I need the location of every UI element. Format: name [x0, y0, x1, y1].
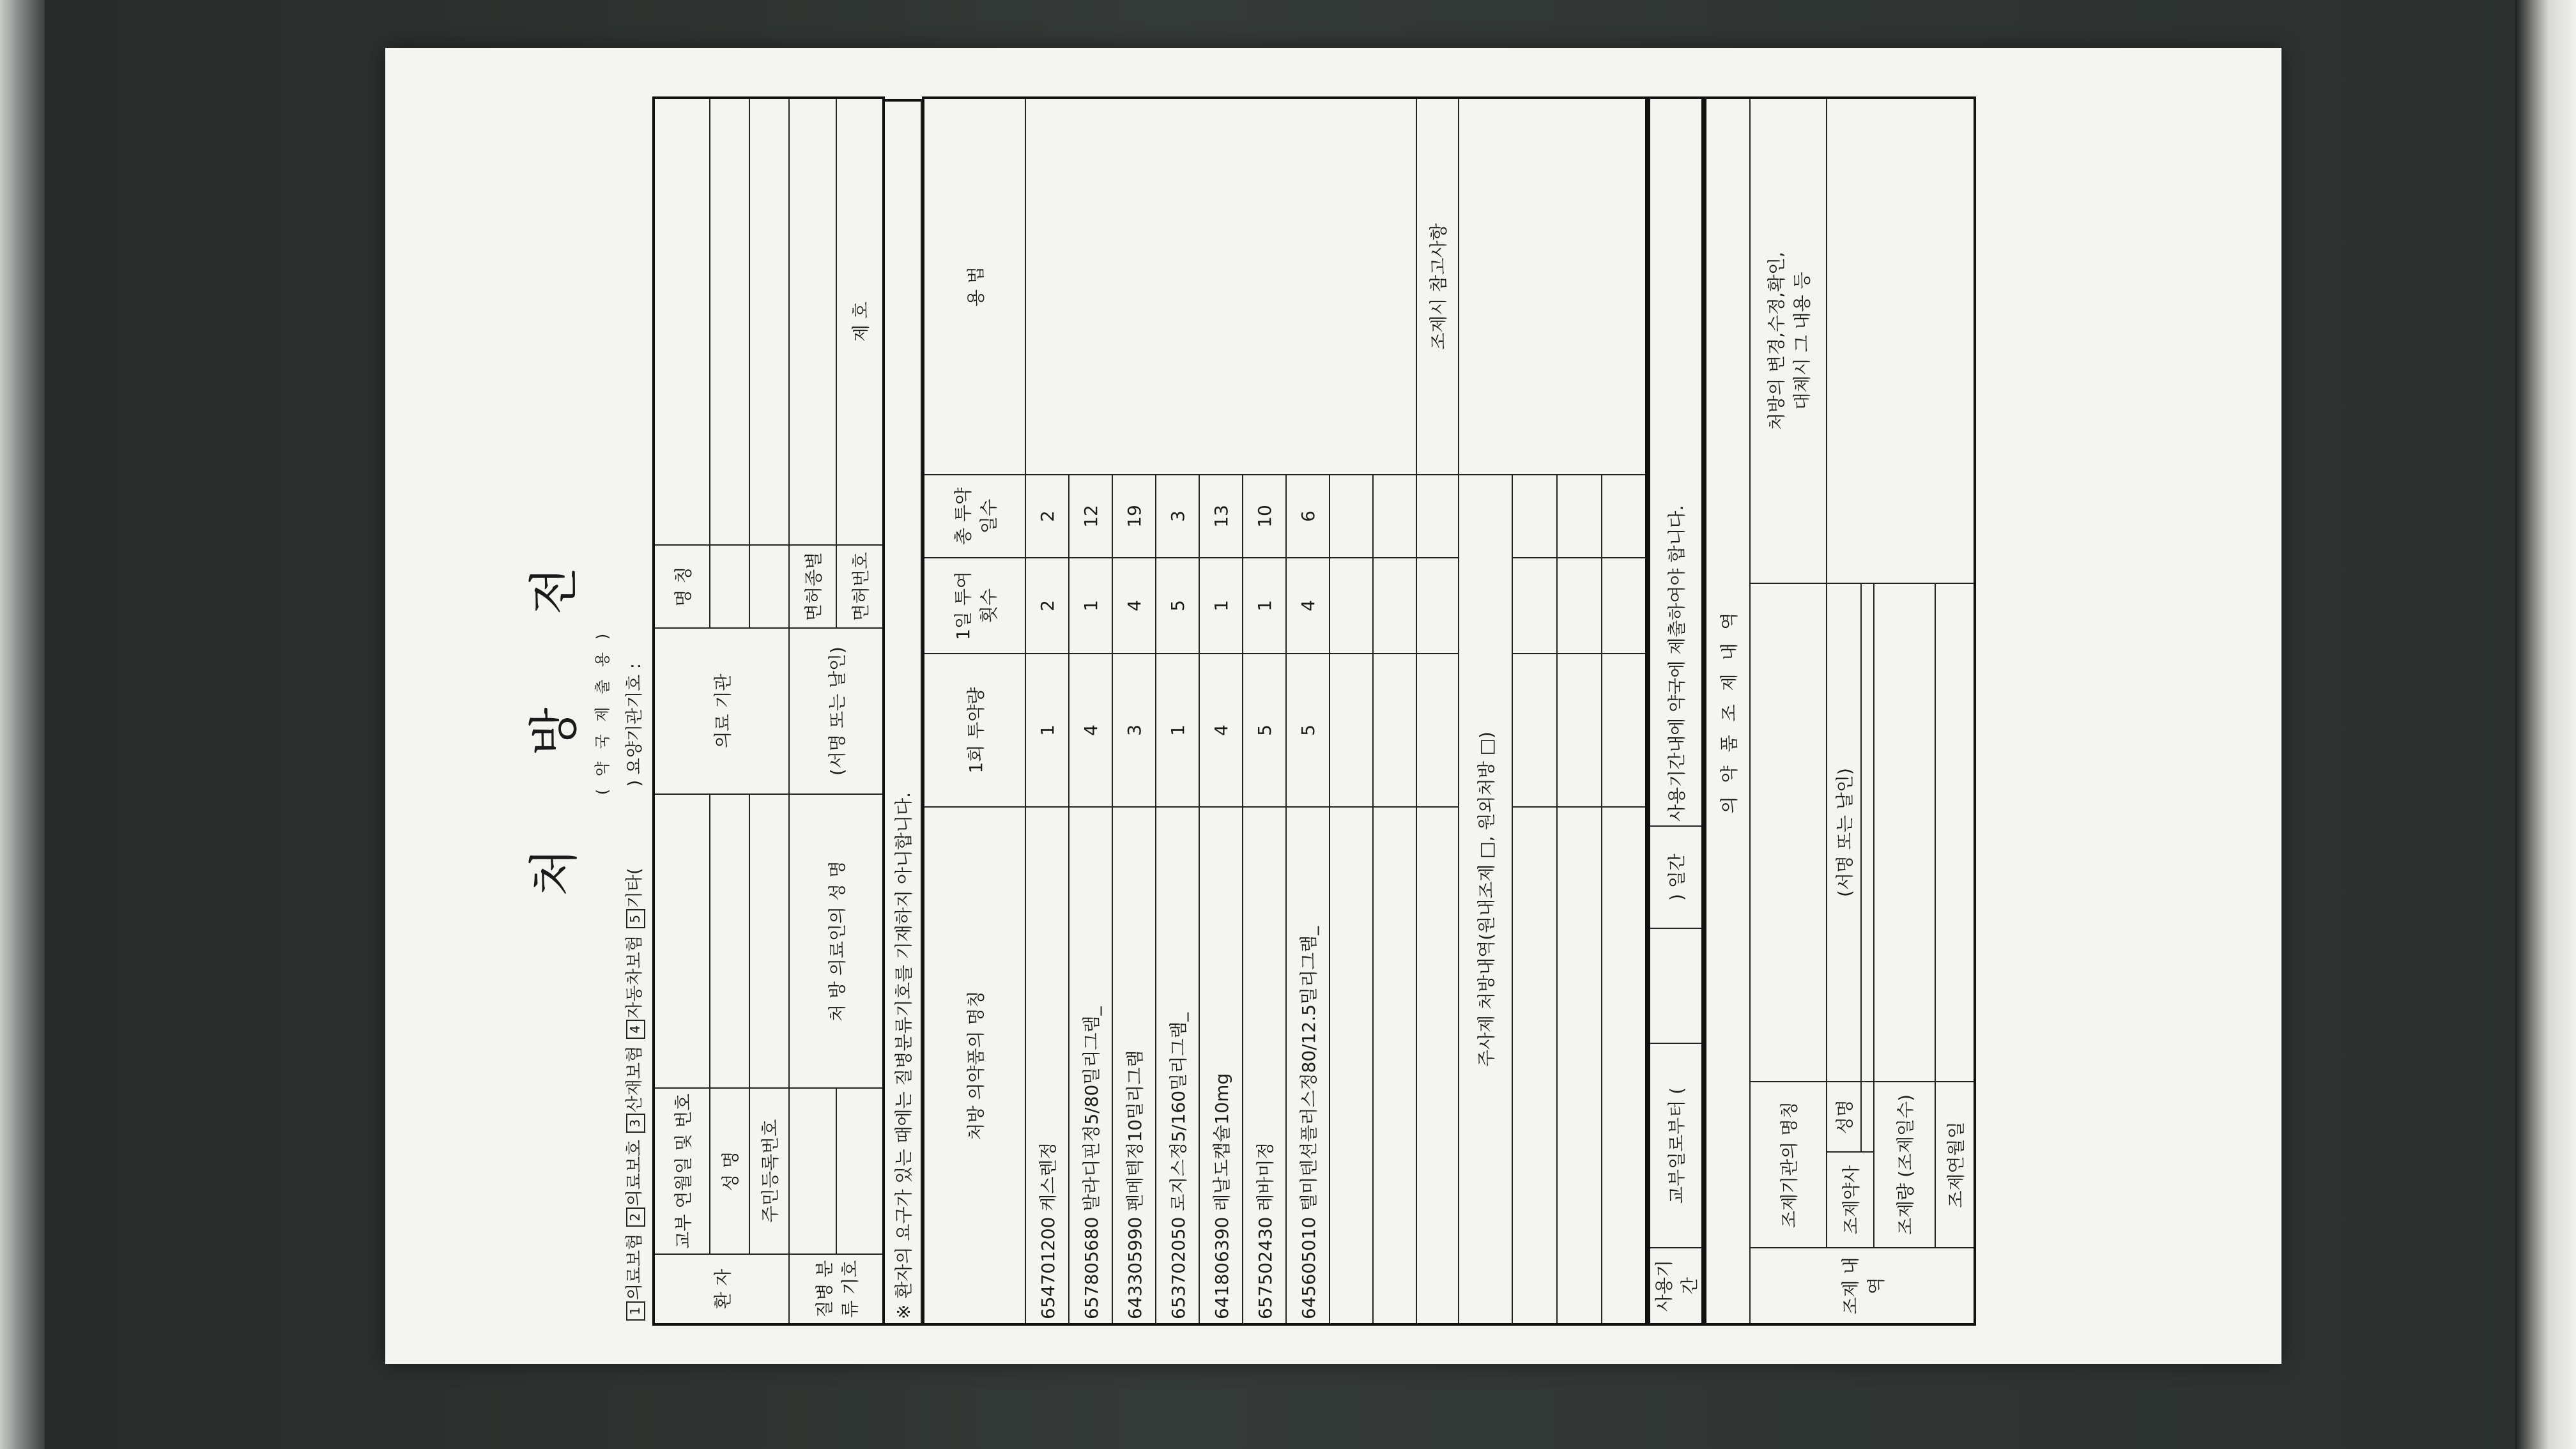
drug-1-times: 2	[1025, 558, 1069, 654]
insurance-3-label: 산재보험	[625, 1045, 645, 1113]
institution-row3-value	[749, 98, 789, 545]
dispensing-date-value	[1935, 583, 1975, 1082]
period-days-value	[1649, 928, 1703, 1043]
period-days-label: ) 일간	[1649, 826, 1703, 928]
doctor-label: 처 방 의료인의 성 명	[789, 794, 884, 1088]
drug-5-dose: 4	[1199, 654, 1243, 807]
drug-5-name: 641806390 레날도캡슐10mg	[1199, 807, 1243, 1324]
issue-date-label: 교부 연월일 및 번호	[654, 1088, 710, 1254]
drug-1-days: 2	[1025, 475, 1069, 558]
insurance-5-label: 기타(	[625, 868, 645, 908]
resident-no-value	[749, 794, 789, 1088]
patient-name-value	[710, 794, 749, 1088]
total-days-header: 총 투약 일수	[923, 475, 1025, 558]
drug-7-dose: 5	[1286, 654, 1330, 807]
pharmacist-name-value	[1861, 1082, 1874, 1152]
drug-3-dose: 3	[1112, 654, 1156, 807]
pharmacist-label: 조제약사	[1827, 1152, 1874, 1248]
institution-row3-label	[749, 545, 789, 628]
drug-7-name: 645605010 텔미텐션플러스정80/12.5밀리그램_	[1286, 807, 1330, 1324]
insurance-2-box: 2	[626, 1208, 645, 1227]
usage-header: 용 법	[923, 98, 1025, 475]
injection-line: 주사제 처방내역(원내조제 □, 원외처방 □)	[1459, 475, 1512, 1324]
insurance-1-box: 1	[626, 1301, 645, 1321]
drug-3-times: 4	[1112, 558, 1156, 654]
pharmacist-name-label: 성명	[1827, 1082, 1861, 1152]
dispensing-table	[1704, 96, 1976, 1326]
drug-4-name: 653702050 로지스정5/160밀리그램_	[1156, 807, 1199, 1324]
drug-empty-row-1	[1330, 807, 1373, 1324]
disease-code-box-2	[836, 1088, 884, 1254]
dispensing-header: 의 약 품 조 제 내 역	[1705, 98, 1750, 1324]
per-dose-header: 1회 투약량	[923, 654, 1025, 807]
license-type-value	[789, 98, 836, 545]
period-note: 사용기간내에 약국에 제출하여야 합니다.	[1649, 98, 1703, 826]
header-table	[652, 96, 885, 1326]
pharmacist-sign-value	[1861, 583, 1874, 1082]
license-type-label: 면허종별	[789, 545, 836, 628]
injection-row-3	[1602, 807, 1646, 1324]
dispensing-amount-value	[1874, 583, 1935, 1082]
reference-label: 조제시 참고사항	[1416, 98, 1459, 475]
patient-name-label: 성 명	[710, 1088, 749, 1254]
drug-2-dose: 4	[1069, 654, 1112, 807]
drug-1-dose: 1	[1025, 654, 1069, 807]
dispensing-date-label: 조제연월일	[1935, 1082, 1975, 1248]
change-note-cell	[1750, 98, 1827, 583]
insurance-4-box: 4	[626, 1020, 645, 1039]
doctor-sign-label: (서명 또는 날인)	[789, 628, 884, 794]
drug-empty-row-2	[1373, 807, 1416, 1324]
patient-section-label: 환 자	[654, 1254, 789, 1324]
institution-code-label: ) 요양기관기호 :	[625, 663, 645, 787]
desk-edge-left	[0, 0, 45, 1449]
issue-date-value	[654, 794, 710, 1088]
insurance-4-label: 자동차보험	[625, 935, 645, 1019]
drug-6-dose: 5	[1243, 654, 1286, 807]
drug-1-name: 654701200 케스렌정	[1025, 807, 1069, 1324]
drug-6-name: 657502430 레바미정	[1243, 807, 1286, 1324]
disease-code-label: 질병 분류 기호	[789, 1254, 884, 1324]
drug-table	[922, 96, 1648, 1326]
change-detail-cell	[1827, 98, 1975, 583]
period-table	[1648, 96, 1704, 1326]
form-title: 처 방 전	[526, 528, 583, 896]
license-no-value: 제 호	[836, 98, 884, 545]
form-subtitle: ( 약 국 제 출 용 )	[594, 629, 611, 795]
drug-6-times: 1	[1243, 558, 1286, 654]
prescription-form	[513, 99, 2174, 1326]
drug-4-days: 3	[1156, 475, 1199, 558]
insurance-2-label: 의료보호	[625, 1139, 645, 1207]
drug-2-name: 657805680 발라디핀정5/80밀리그램_	[1069, 807, 1112, 1324]
insurance-1-label: 의료보험	[625, 1233, 645, 1300]
change-note-line-2: 대체시 그 내용 등	[1791, 272, 1813, 410]
injection-row-2	[1557, 807, 1602, 1324]
daily-times-header: 1일 투여 횟수	[923, 558, 1025, 654]
usage-cell	[1025, 98, 1416, 475]
insurance-3-box: 3	[626, 1114, 645, 1133]
prescription-paper	[385, 48, 2281, 1364]
desk-edge-right	[2515, 0, 2576, 1449]
drug-3-days: 19	[1112, 475, 1156, 558]
drug-name-header: 처방 의약품의 명칭	[923, 807, 1025, 1324]
resident-no-label: 주민등록번호	[749, 1088, 789, 1254]
period-label: 사용기간	[1649, 1248, 1703, 1324]
drug-empty-row-3	[1416, 807, 1459, 1324]
change-note-line-1: 처방의 변경,수정,확인,	[1766, 251, 1787, 431]
drug-2-times: 1	[1069, 558, 1112, 654]
drug-4-times: 5	[1156, 558, 1199, 654]
institution-label: 의료 기관	[654, 628, 789, 794]
drug-2-days: 12	[1069, 475, 1112, 558]
license-no-label: 면허번호	[836, 545, 884, 628]
injection-row-1	[1512, 807, 1557, 1324]
institution-row2-label	[710, 545, 749, 628]
drug-5-days: 13	[1199, 475, 1243, 558]
insurance-5-box: 5	[626, 909, 645, 928]
institution-row2-value	[710, 98, 749, 545]
insurance-type-line	[618, 99, 652, 1326]
drug-7-days: 6	[1286, 475, 1330, 558]
drug-4-dose: 1	[1156, 654, 1199, 807]
drug-6-days: 10	[1243, 475, 1286, 558]
drug-3-name: 643305990 펜메텍정10밀리그램	[1112, 807, 1156, 1324]
pharmacist-sign-label: (서명 또는 날인)	[1827, 583, 1861, 1082]
disease-code-notice: ※ 환자의 요구가 있는 때에는 질병분류기호를 기재하지 아니합니다.	[885, 99, 922, 1326]
dispensing-institution-value	[1750, 583, 1827, 1082]
institution-name-label: 명 칭	[654, 545, 710, 628]
institution-name-value	[654, 98, 710, 545]
disease-code-box-1	[789, 1088, 836, 1254]
dispensing-side-label: 조제 내역	[1750, 1248, 1975, 1324]
period-from-label: 교부일로부터 (	[1649, 1043, 1703, 1248]
dispensing-institution-label: 조제기관의 명칭	[1750, 1082, 1827, 1248]
dispensing-amount-label: 조제량 (조제일수)	[1874, 1082, 1935, 1248]
drug-5-times: 1	[1199, 558, 1243, 654]
drug-7-times: 4	[1286, 558, 1330, 654]
reference-cell	[1459, 98, 1646, 475]
